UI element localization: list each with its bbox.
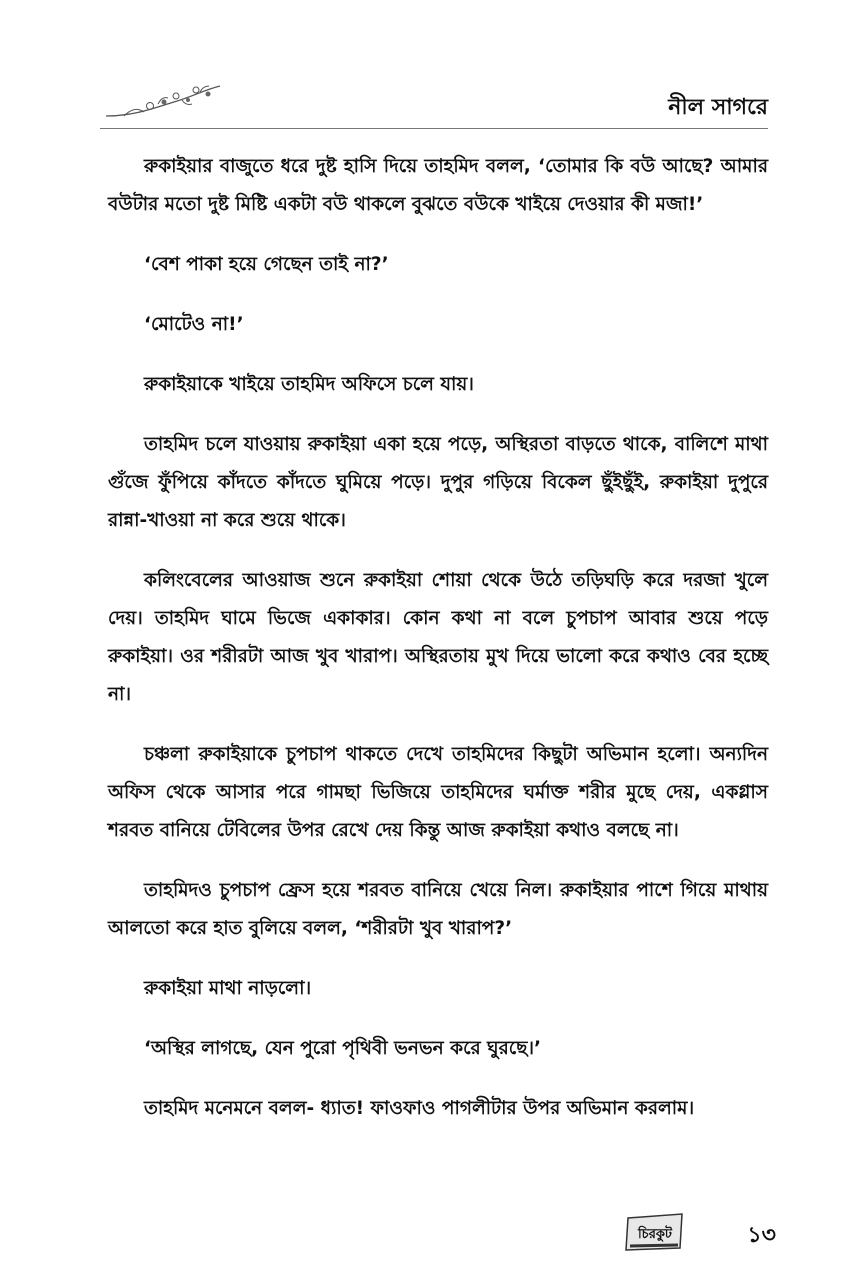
page-number: ১৩ [747,1223,776,1248]
paragraph: ‘অস্থির লাগছে, যেন পুরো পৃথিবী ভনভন করে ঘুরছে।’ [144,1038,542,1059]
paragraph: তাহমিদ চলে যাওয়ায় রুকাইয়া একা হয়ে পড়ে, অস্থিরতা বাড়তে থাকে, বালিশে মাথা গুঁজে ফুঁপিয়ে কাঁদতে কাঁদতে ঘুমিয়ে পড়ে। দুপুর গড়িয়ে বিকেল ছুঁইছুঁই, রুকাইয়া দুপুরে রান্না-খাওয়া না করে শুয়ে থাকে। [108,434,768,531]
paragraph: ‘মোটেও না!’ [144,314,244,335]
page-footer [616,1208,776,1254]
header-divider [100,128,768,129]
paragraph: কলিংবেলের আওয়াজ শুনে রুকাইয়া শোয়া থেকে উঠে তড়িঘড়ি করে দরজা খুলে দেয়। তাহমিদ ঘামে ভিজে একাকার। কোন কথা না বলে চুপচাপ আবার শুয়ে পড়ে রুকাইয়া। ওর শরীরটা আজ খুব খারাপ। অস্থিরতায় মুখ দিয়ে ভালো করে কথাও বের হচ্ছে না। [108,570,768,705]
paragraph: রুকাইয়াকে খাইয়ে তাহমিদ অফিসে চলে যায়। [144,374,474,395]
paragraph: রুকাইয়ার বাজুতে ধরে দুষ্ট হাসি দিয়ে তাহমিদ বলল, ‘তোমার কি বউ আছে? আমার বউটার মতো দুষ্ট মিষ্টি একটা বউ থাকলে বুঝতে বউকে খাইয়ে দেওয়ার কী মজা!’ [108,156,768,215]
paragraph: তাহমিদ মনেমনে বলল- ধ্যাত! ফাওফাও পাগলীটার উপর অভিমান করলাম। [144,1098,695,1119]
publisher-logo-text: চিরকুট [637,1227,673,1242]
page-header [100,78,768,130]
page-body [108,148,768,1150]
paragraph: ‘বেশ পাকা হয়ে গেছেন তাই না?’ [144,254,389,275]
paragraph: তাহমিদও চুপচাপ ফ্রেস হয়ে শরবত বানিয়ে খেয়ে নিল। রুকাইয়ার পাশে গিয়ে মাথায় আলতো করে হাত বুলিয়ে বলল, ‘শরীরটা খুব খারাপ?’ [108,880,768,939]
floral-vine-ornament-icon [104,82,222,122]
paragraph: চঞ্চলা রুকাইয়াকে চুপচাপ থাকতে দেখে তাহমিদের কিছুটা অভিমান হলো। অন্যদিন অফিস থেকে আসার পরে গামছা ভিজিয়ে তাহমিদের ঘর্মাক্ত শরীর মুছে দেয়, একগ্লাস শরবত বানিয়ে টেবিলের উপর রেখে দেয় কিন্তু আজ রুকাইয়া কথাও বলছে না। [108,744,768,841]
publisher-logo-icon [624,1212,686,1252]
paragraph: রুকাইয়া মাথা নাড়লো। [144,978,312,999]
book-title: নীল সাগরে [668,95,768,120]
